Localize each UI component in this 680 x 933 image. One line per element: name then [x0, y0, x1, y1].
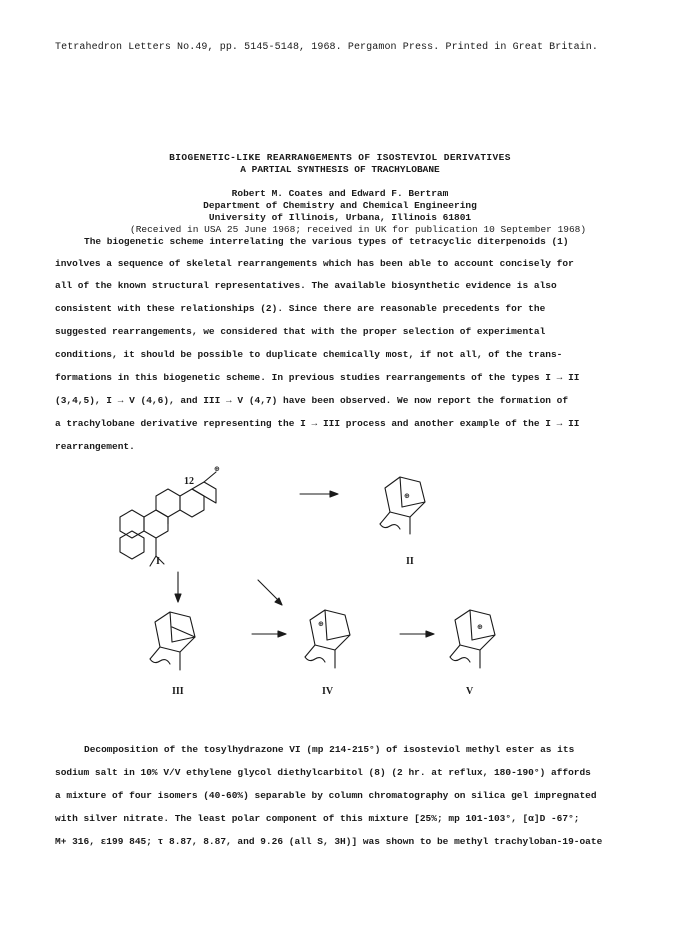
body-line: a mixture of four isomers (40-60%) separable by column chromatography on silica gel impregnated — [55, 790, 597, 801]
arrow-III-to-IV — [252, 631, 286, 637]
body-line: sodium salt in 10% V/V ethylene glycol diethylcarbitol (8) (2 hr. at reflux, 180-190°) affords — [55, 767, 591, 778]
intro-line: formations in this biogenetic scheme. In previous studies rearrangements of the types I → II — [55, 372, 580, 383]
intro-line: a trachylobane derivative representing the I → III process and another example of the I → II — [55, 418, 580, 429]
intro-line: rearrangement. — [55, 441, 135, 452]
intro-line: involves a sequence of skeletal rearrangements which has been able to account concisely for — [55, 258, 574, 269]
cation-symbol: ⊕ — [214, 465, 220, 473]
article-subtitle: A PARTIAL SYNTHESIS OF TRACHYLOBANE — [240, 164, 440, 175]
intro-line: consistent with these relationships (2). Since there are reasonable precedents for the — [55, 303, 546, 314]
structure-III — [150, 612, 195, 670]
intro-line: suggested rearrangements, we considered that with the proper selection of experimental — [55, 326, 546, 337]
cation-symbol: ⊕ — [404, 492, 410, 500]
structure-IV — [305, 610, 350, 668]
structure-I — [120, 472, 216, 566]
author-department: Department of Chemistry and Chemical Engineering — [203, 200, 477, 211]
structure-V — [450, 610, 495, 668]
article-title: BIOGENETIC-LIKE REARRANGEMENTS OF ISOSTEVIOL DERIVATIVES — [169, 152, 511, 163]
arrow-I-to-IV — [258, 580, 282, 605]
intro-line: (3,4,5), I → V (4,6), and III → V (4,7) have been observed. We now report the formation of — [55, 395, 569, 406]
author-university: University of Illinois, Urbana, Illinois 61801 — [208, 212, 472, 223]
arrow-IV-to-V — [400, 631, 434, 637]
intro-line: all of the known structural representatives. The available biosynthetic evidence is also — [55, 280, 557, 291]
label-IV: IV — [322, 686, 334, 697]
structure-II — [380, 477, 425, 534]
arrow-I-to-III — [175, 572, 181, 602]
author-names: Robert M. Coates and Edward F. Bertram — [231, 188, 449, 199]
body-line: Decomposition of the tosylhydrazone VI (mp 214-215°) of isosteviol methyl ester as its — [84, 744, 575, 755]
journal-header: Tetrahedron Letters No.49, pp. 5145-5148, 1968. Pergamon Press. Printed in Great Britain. — [55, 42, 598, 53]
intro-line: conditions, it should be possible to duplicate chemically most, if not all, of the trans- — [55, 349, 563, 360]
label-I: I — [156, 556, 160, 567]
intro-line: The biogenetic scheme interrelating the various types of tetracyclic diterpenoids (1) — [84, 236, 569, 247]
arrow-I-to-II — [300, 491, 338, 497]
body-line: M+ 316, ε199 845; τ 8.87, 8.87, and 9.26 (all S, 3H)] was shown to be methyl trachyloban-19-oate — [55, 836, 603, 847]
label-III: III — [172, 686, 184, 697]
body-line: with silver nitrate. The least polar component of this mixture [25%; mp 101-103°, [α]D -67°; — [55, 813, 580, 824]
cation-symbol: ⊕ — [318, 620, 324, 628]
label-II: II — [406, 556, 414, 567]
label-V: V — [466, 686, 474, 697]
cation-symbol: ⊕ — [477, 623, 483, 631]
received-dates: (Received in USA 25 June 1968; received in UK for publication 10 September 1968) — [130, 224, 587, 235]
rearrangement-scheme — [110, 462, 580, 702]
position-12-label: 12 — [184, 476, 194, 487]
